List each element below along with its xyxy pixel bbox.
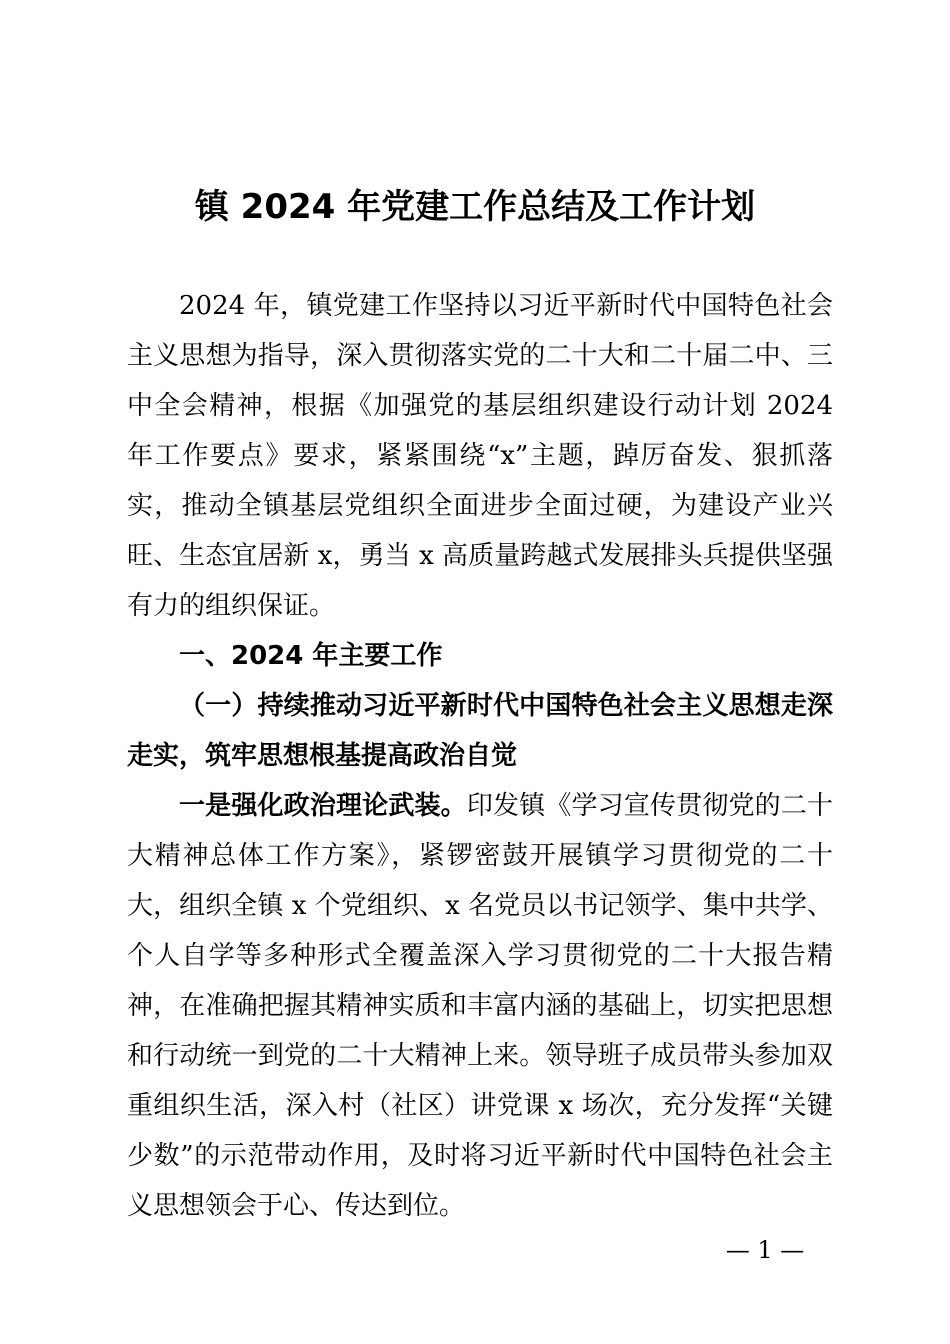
page-number: — 1 — [725, 1236, 805, 1264]
subsection-heading: （一）持续推动习近平新时代中国特色社会主义思想走深走实，筑牢思想根基提高政治自觉 [127, 691, 833, 771]
document-title: 镇 2024 年党建工作总结及工作计划 [194, 187, 756, 227]
point-paragraph [127, 781, 833, 1231]
document-body [127, 281, 833, 1231]
point-text: 印发镇《学习宣传贯彻党的二十大精神总体工作方案》，紧锣密鼓开展镇学习贯彻党的二十大，组织全镇 x 个党组织、x 名党员以书记领学、集中共学、个人自学等多种形式全覆盖深入学习贯彻党的二十大报告精神，在准确把握其精神实质和丰富内涵的基础上，切实把思想和行动统一到党的二十大精神上来。领导班子成员带头参加双重组织生活，深入村（社区）讲党课 x 场次，充分发挥“关键少数”的示范带动作用，及时将习近平新时代中国特色社会主义思想领会于心、传达到位。 [127, 791, 833, 1221]
point-lead: 一是强化政治理论武装。 [179, 791, 467, 821]
intro-paragraph: 2024 年，镇党建工作坚持以习近平新时代中国特色社会主义思想为指导，深入贯彻落实党的二十大和二十届二中、三中全会精神，根据《加强党的基层组织建设行动计划 2024 年工作要点》要求，紧紧围绕“x”主题，踔厉奋发、狠抓落实，推动全镇基层党组织全面进步全面过硬，为建设产业兴旺、生态宜居新 x，勇当 x 高质量跨越式发展排头兵提供坚强有力的组织保证。 [127, 291, 833, 621]
section-heading: 一、2024 年主要工作 [179, 641, 443, 671]
